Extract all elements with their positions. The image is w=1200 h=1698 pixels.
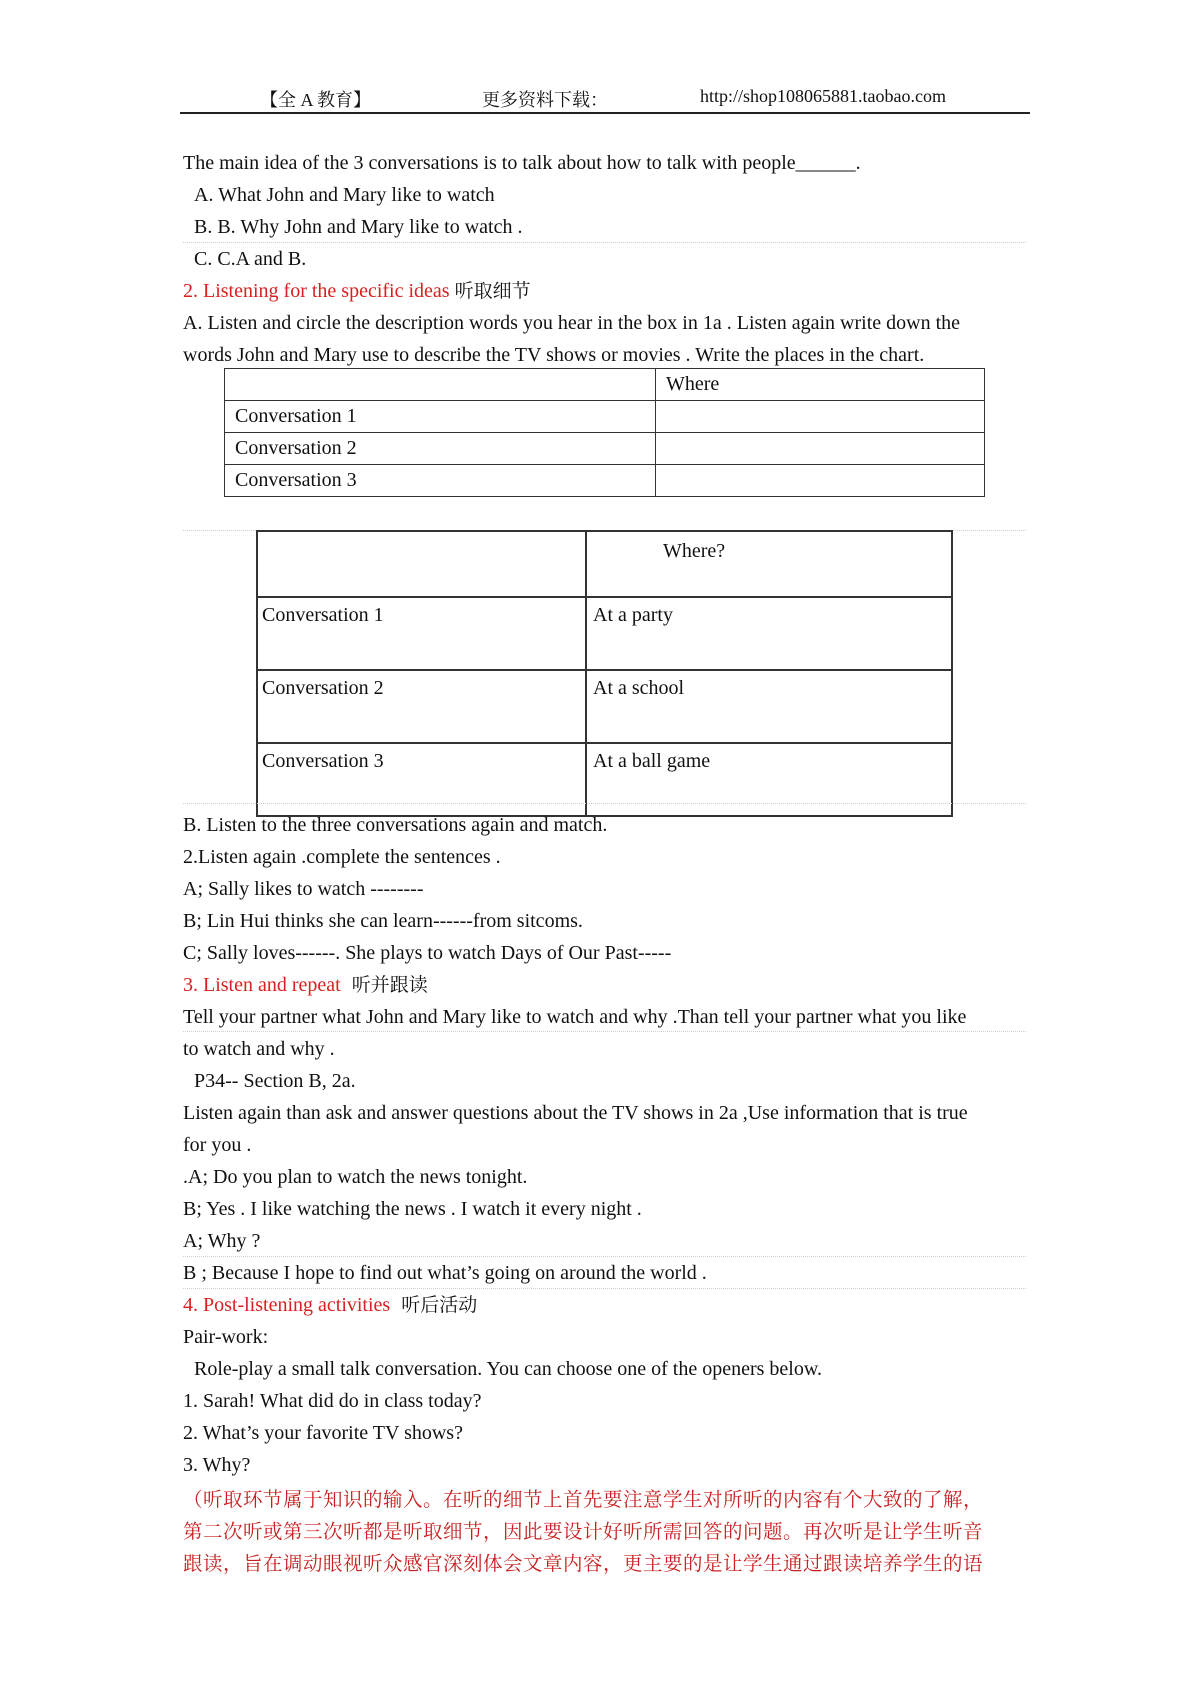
table-header-empty [225,369,656,401]
table-header-empty [257,531,586,597]
option-c: C. C.A and B. [194,248,307,270]
option-b: B. B. Why John and Mary like to watch . [194,216,523,238]
section-4-heading [183,1292,477,1318]
table-cell-place: At a party [586,597,952,670]
dotted-divider [183,803,1026,804]
section-4-line-5: 3. Why? [183,1454,251,1476]
section-4-line-1: Pair-work: [183,1326,269,1348]
commentary-line-1: （听取环节属于知识的输入。在听的细节上首先要注意学生对所听的内容有个大致的了解， [183,1488,984,1511]
option-a: A. What John and Mary like to watch [194,184,495,206]
part-b-line-5: C; Sally loves------. She plays to watch Days of Our Past----- [183,942,672,964]
header-download-label: 更多资料下载： [482,90,608,110]
table-row [257,743,952,816]
dotted-divider [183,1031,1026,1032]
main-idea-question: The main idea of the 3 conversations is to talk about how to talk with people______. [183,152,861,174]
section-3-line-6: .A; Do you plan to watch the news tonight. [183,1166,528,1188]
table-cell-answer[interactable] [656,433,985,465]
table-header-where [586,531,952,597]
section-3-heading [183,972,428,998]
table-cell-conversation: Conversation 1 [257,597,586,670]
dotted-divider [183,242,1026,243]
table-cell-conversation: Conversation 2 [225,433,656,465]
table-cell-answer[interactable] [656,401,985,433]
section-2-instruction-2: words John and Mary use to describe the TV shows or movies . Write the places in the chart. [183,344,925,366]
table-row [257,597,952,670]
table-cell-place: At a ball game [586,743,952,816]
section-4-line-2: Role-play a small talk conversation. You can choose one of the openers below. [194,1358,822,1380]
section-3-line-7: B; Yes . I like watching the news . I watch it every night . [183,1198,642,1220]
section-2-heading [183,278,531,304]
section-4-heading-en: 4. Post-listening activities [183,1294,391,1316]
teaching-commentary [183,1484,1028,1580]
part-b-line-2: 2.Listen again .complete the sentences . [183,846,501,868]
places-chart-answers [256,530,953,817]
table-row [225,433,985,465]
table-row [225,465,985,497]
table-row [225,401,985,433]
table-cell-answer[interactable] [656,465,985,497]
section-3-line-1: Tell your partner what John and Mary like to watch and why .Than tell your partner what you like [183,1006,967,1028]
dotted-divider [183,1256,1026,1257]
table-row [257,670,952,743]
section-3-line-5: for you . [183,1134,252,1156]
page-header [180,86,1030,114]
commentary-line-2: 第二次听或第三次听都是听取细节，因此要设计好听所需回答的问题。再次听是让学生听音 [183,1520,984,1543]
section-4-line-3: 1. Sarah! What did do in class today? [183,1390,482,1412]
part-b-line-3: A; Sally likes to watch -------- [183,878,424,900]
dotted-divider [183,1288,1026,1289]
places-chart-blank [224,368,985,497]
header-brand: 【全 A 教育】 [260,90,372,110]
section-3-line-3: P34-- Section B, 2a. [194,1070,356,1092]
table-cell-place: At a school [586,670,952,743]
section-3-line-2: to watch and why . [183,1038,335,1060]
section-3-line-8: A; Why ? [183,1230,261,1252]
table-header-where: Where [656,369,985,401]
table-cell-conversation-text: Conversation 3 [235,469,357,491]
section-2-instruction-1: A. Listen and circle the description words you hear in the box in 1a . Listen again write down the [183,312,961,334]
section-4-line-4: 2. What’s your favorite TV shows? [183,1422,463,1444]
section-2-heading-cn: 听取细节 [454,280,531,302]
table-cell-conversation: Conversation 2 [257,670,586,743]
section-4-heading-cn: 听后活动 [401,1294,478,1316]
section-3-heading-en: 3. Listen and repeat [183,974,341,996]
table-header-where-text: Where? [663,540,726,562]
section-3-heading-cn: 听并跟读 [351,974,428,996]
part-b-line-1: B. Listen to the three conversations again and match. [183,814,608,836]
commentary-line-3: 跟读，旨在调动眼视听众感官深刻体会文章内容，更主要的是让学生通过跟读培养学生的语 [183,1552,984,1575]
part-b-line-4: B; Lin Hui thinks she can learn------from sitcoms. [183,910,583,932]
section-3-line-9: B ; Because I hope to find out what’s going on around the world . [183,1262,707,1284]
table-cell-conversation [225,465,656,497]
table-cell-conversation: Conversation 1 [225,401,656,433]
table-cell-conversation: Conversation 3 [257,743,586,816]
header-url: http://shop108065881.taobao.com [700,86,946,106]
section-2-heading-en: 2. Listening for the specific ideas [183,280,450,302]
section-3-line-4: Listen again than ask and answer questions about the TV shows in 2a ,Use information that is true [183,1102,968,1124]
